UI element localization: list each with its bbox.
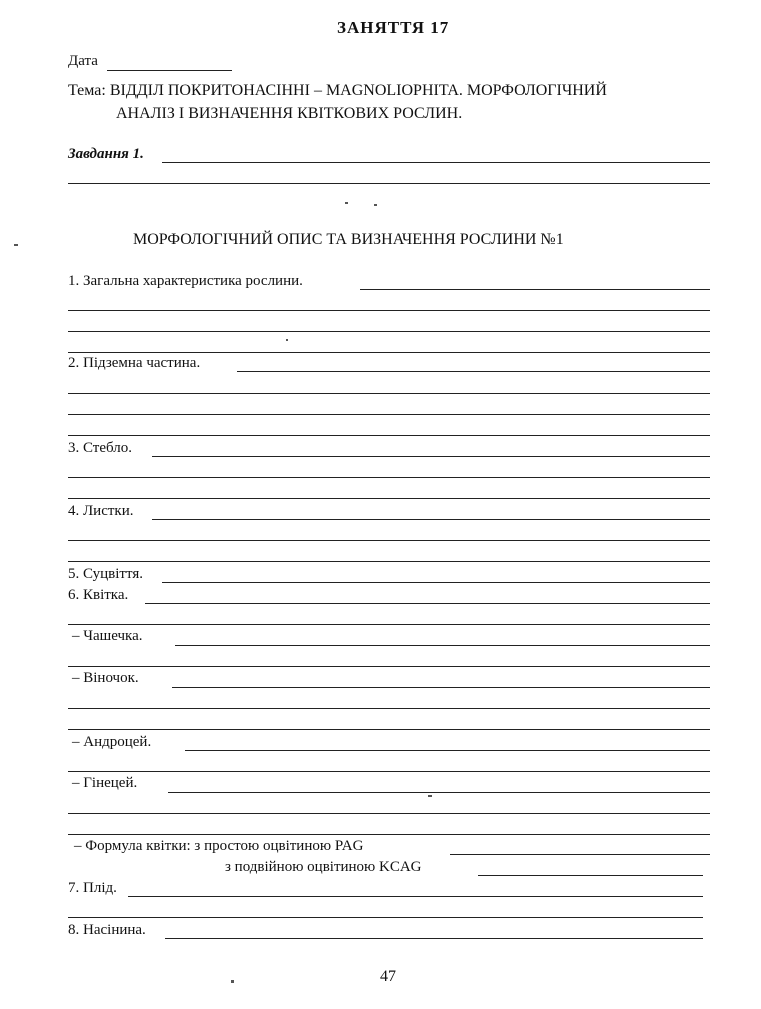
topic-line-1: Тема: ВІДДІЛ ПОКРИТОНАСІННІ – MAGNOLIOPHITA. МОРФОЛОГІЧНИЙ [68, 82, 607, 99]
item-underground-line[interactable] [237, 371, 710, 372]
formula-simple-line[interactable] [450, 854, 710, 855]
item-calyx-label: – Чашечка. [72, 628, 143, 644]
date-blank-line[interactable] [107, 70, 232, 71]
blank-line[interactable] [68, 624, 710, 625]
formula-simple-label: – Формула квітки: з простою оцвітиною PAG [74, 838, 364, 854]
item-flower-label: 6. Квітка. [68, 587, 129, 603]
item-gynoecium-label: – Гінецей. [72, 775, 138, 791]
item-corolla-label: – Віночок. [72, 670, 139, 686]
topic-line-2: АНАЛІЗ І ВИЗНАЧЕННЯ КВІТКОВИХ РОСЛИН. [116, 105, 463, 122]
item-inflorescence-line[interactable] [162, 582, 710, 583]
speck [231, 980, 234, 983]
item-fruit-line[interactable] [128, 896, 703, 897]
speck [374, 204, 377, 206]
date-label: Дата [68, 53, 98, 69]
task-line-2[interactable] [68, 183, 710, 184]
speck [14, 244, 18, 246]
item-general-line[interactable] [360, 289, 710, 290]
item-fruit-label: 7. Плід. [68, 880, 117, 896]
item-androecium-label: – Андроцей. [72, 734, 152, 750]
item-androecium-line[interactable] [185, 750, 710, 751]
task-label: Завдання 1. [68, 146, 144, 162]
blank-line[interactable] [68, 393, 710, 394]
item-seed-label: 8. Насінина. [68, 922, 146, 938]
blank-line[interactable] [68, 477, 710, 478]
blank-line[interactable] [68, 435, 710, 436]
blank-line[interactable] [68, 310, 710, 311]
item-stem-line[interactable] [152, 456, 710, 457]
item-general-label: 1. Загальна характеристика рослини. [68, 273, 303, 289]
task-line-1[interactable] [162, 162, 710, 163]
blank-line[interactable] [68, 729, 710, 730]
blank-line[interactable] [68, 561, 710, 562]
blank-line[interactable] [68, 771, 710, 772]
blank-line[interactable] [68, 813, 710, 814]
blank-line[interactable] [68, 540, 710, 541]
speck [286, 339, 288, 341]
page-title: ЗАНЯТТЯ 17 [337, 18, 450, 37]
item-inflorescence-label: 5. Суцвіття. [68, 566, 143, 582]
item-leaves-label: 4. Листки. [68, 503, 134, 519]
speck [345, 202, 348, 204]
item-gynoecium-line[interactable] [168, 792, 710, 793]
blank-line[interactable] [68, 331, 710, 332]
blank-line[interactable] [68, 498, 710, 499]
item-flower-line[interactable] [145, 603, 710, 604]
page-number: 47 [380, 968, 396, 985]
item-underground-label: 2. Підземна частина. [68, 355, 201, 371]
item-leaves-line[interactable] [152, 519, 710, 520]
item-stem-label: 3. Стебло. [68, 440, 133, 456]
blank-line[interactable] [68, 414, 710, 415]
formula-double-line[interactable] [478, 875, 703, 876]
blank-line[interactable] [68, 917, 703, 918]
section-heading: МОРФОЛОГІЧНИЙ ОПИС ТА ВИЗНАЧЕННЯ РОСЛИНИ №1 [133, 231, 564, 248]
blank-line[interactable] [68, 666, 710, 667]
item-corolla-line[interactable] [172, 687, 710, 688]
blank-line[interactable] [68, 834, 710, 835]
item-seed-line[interactable] [165, 938, 703, 939]
formula-double-label: з подвійною оцвітиною KCAG [225, 859, 422, 875]
speck [428, 795, 432, 797]
blank-line[interactable] [68, 352, 710, 353]
item-calyx-line[interactable] [175, 645, 710, 646]
blank-line[interactable] [68, 708, 710, 709]
